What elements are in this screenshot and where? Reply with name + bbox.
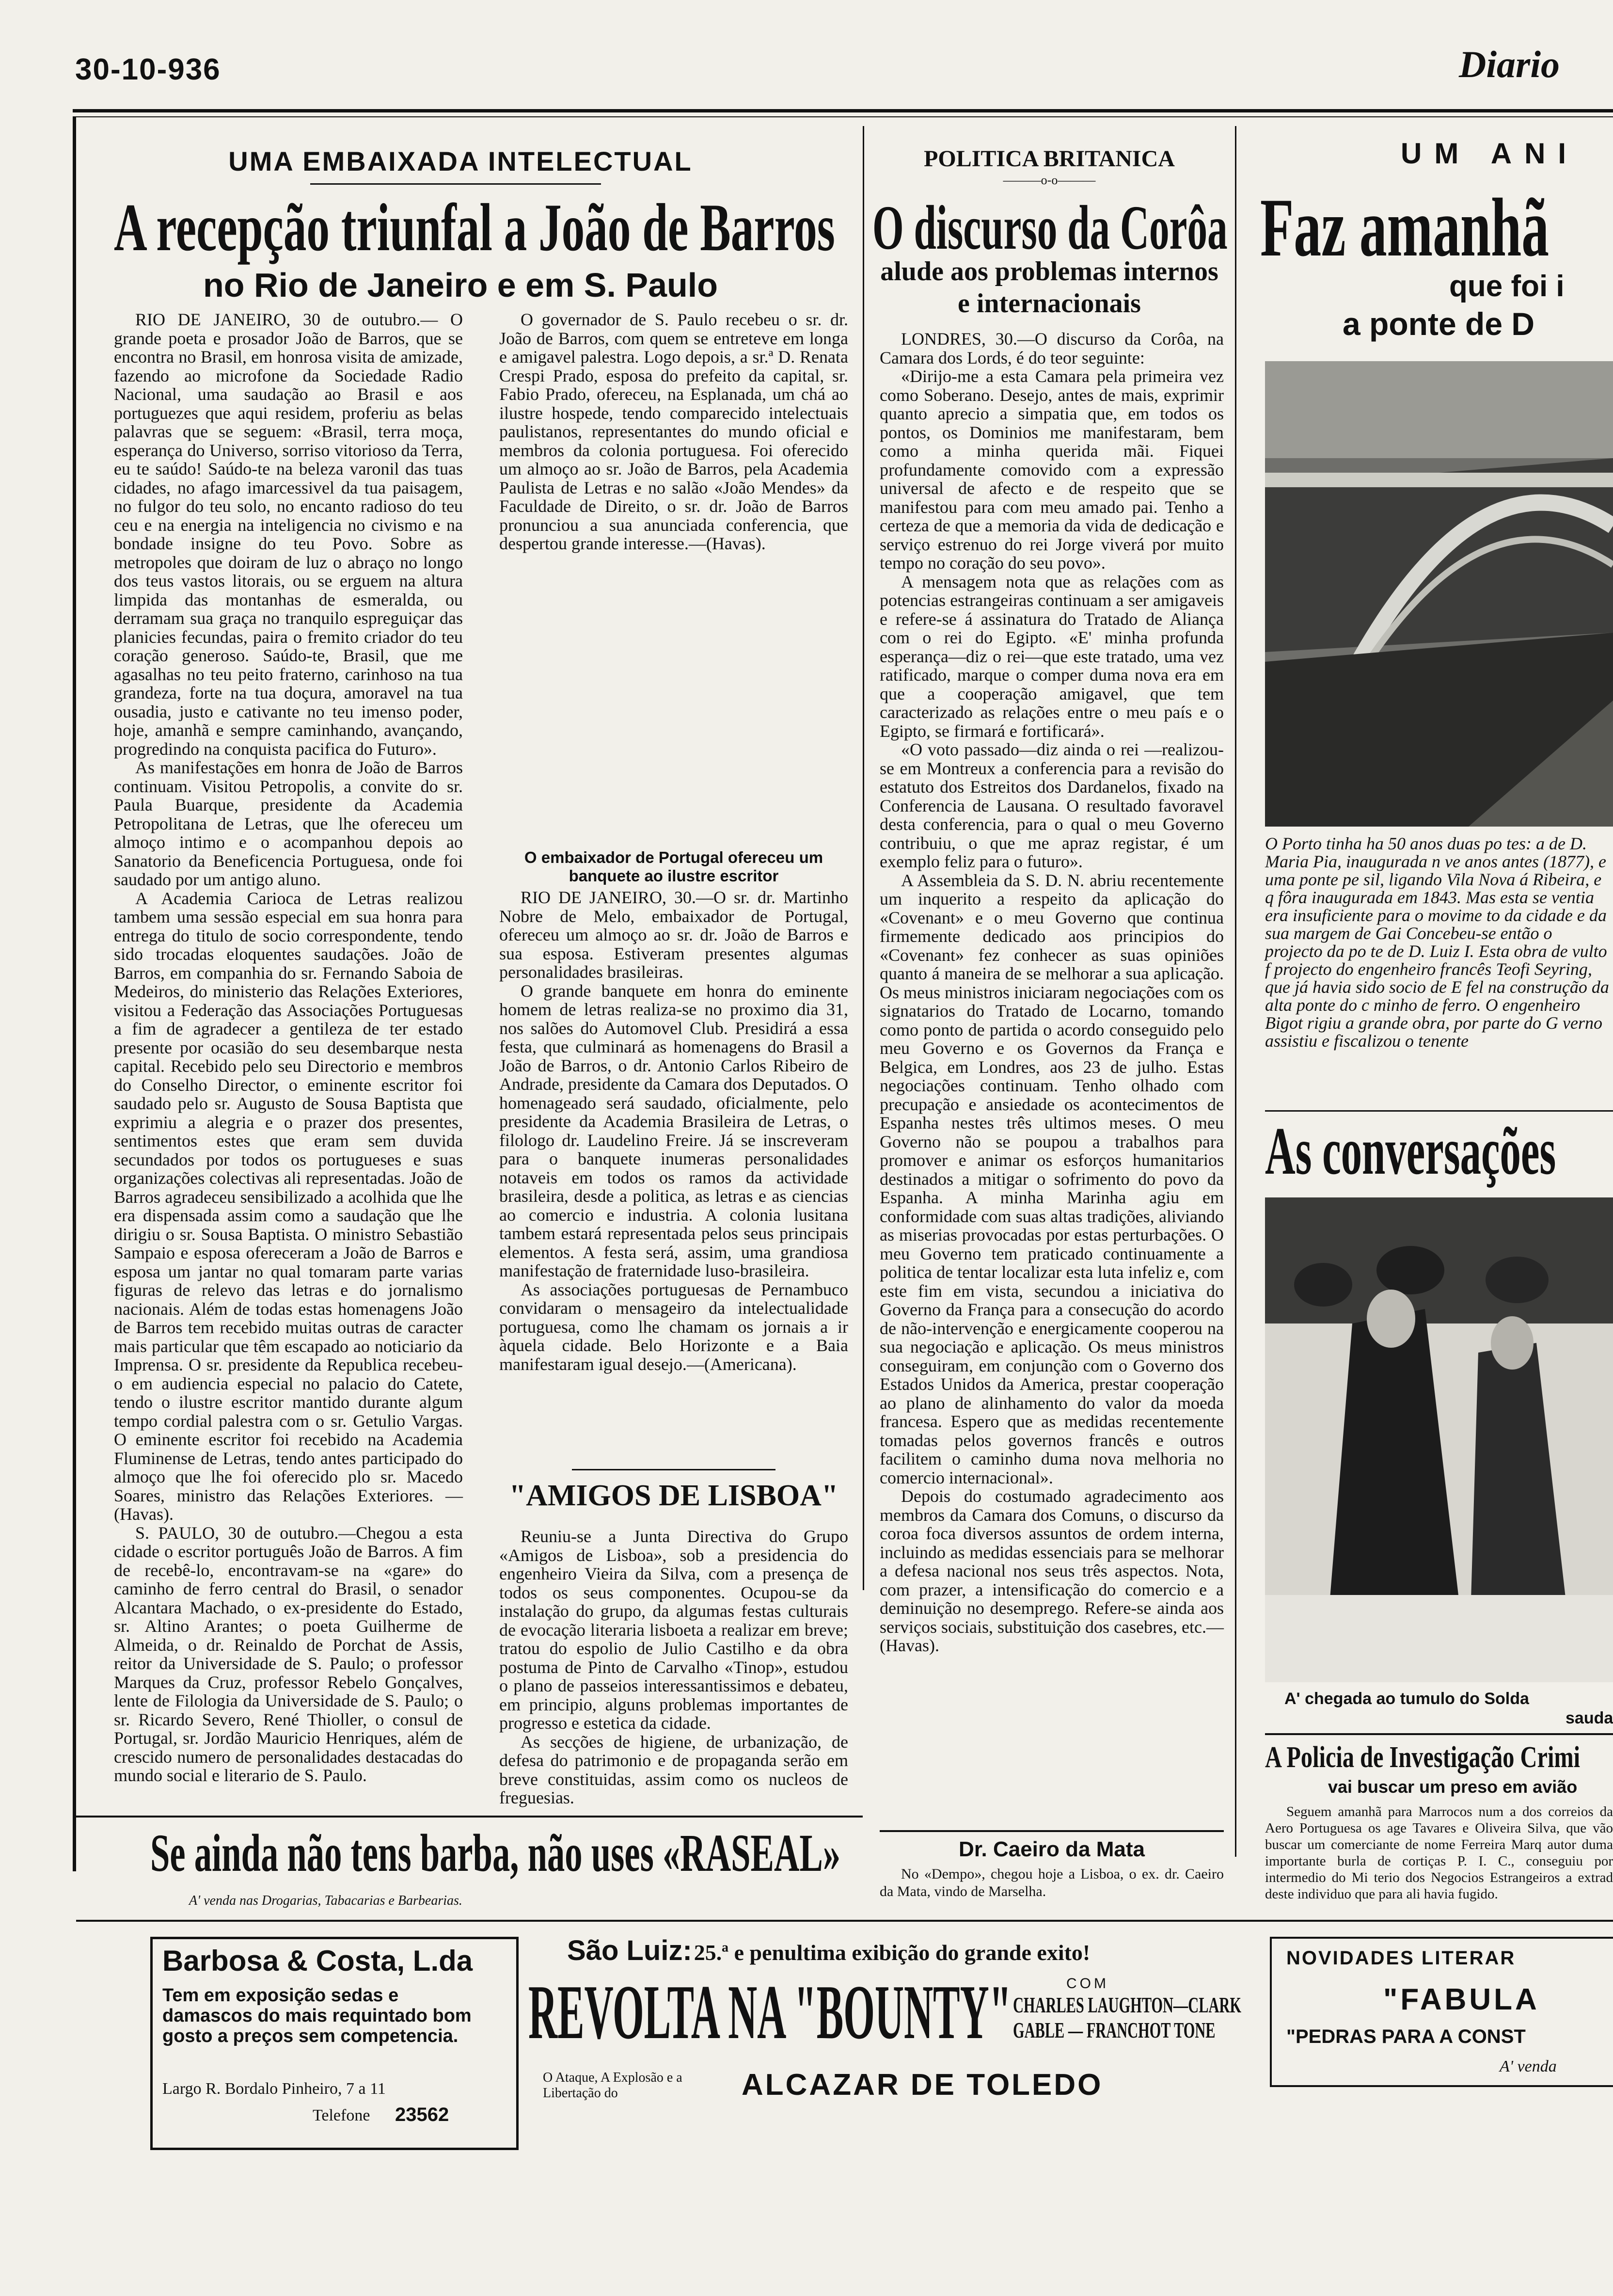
ads-top-rule — [76, 1920, 1613, 1922]
header-rule-thin — [73, 116, 1613, 117]
saoluiz-cast1: CHARLES LAUGHTON—CLARK — [1013, 1993, 1241, 2017]
policia-headline — [1265, 1740, 1613, 1774]
col2-para-d: «O voto passado—diz ainda o rei —realizou-se em Montreux a conferencia para a revisão do estatuto dos Estreitos dos Dardanelos, fixado na Conferencia de Lausana. O resultado favoravel desta conferencia, para o qual o meu Governo contribuiu, o que me apraz registar, é um exemplo feliz para o futuro». — [880, 740, 1224, 871]
headline-faz-amanha — [1260, 182, 1613, 274]
col2-para-c: A mensagem nota que as relações com as potencias estrangeiras continuam a ser amigaveis e refere-se á assinatura do Tratado de Aliança com o rei do Egipto. «E' minha profunda esperança—diz o rei—que este tratado, uma vez ratificado, marque o comper duma nova era em que a cooperação amigavel, que tem caracterizado as relações entre o meu país e o Egipto, se firmará e fortificará». — [880, 572, 1224, 741]
subhead-rio-sao-paulo: no Rio de Janeiro e em S. Paulo — [203, 266, 718, 304]
tomb-visit-photo — [1265, 1197, 1613, 1682]
headline-conversacoes-text: As conversações — [1265, 1114, 1556, 1189]
masthead: Diario — [1459, 43, 1560, 85]
barbosa-text: Tem em exposição sedas e damascos do mais requintado bom gosto a preços sem competencia. — [162, 1985, 472, 2046]
barbosa-name: Barbosa & Costa, L.da — [162, 1945, 473, 1977]
policia-body — [1265, 1803, 1613, 1902]
ad-sao-luiz — [528, 1929, 1250, 2152]
caeiro-headline: Dr. Caeiro da Mata — [959, 1837, 1145, 1861]
headline-conversacoes — [1265, 1115, 1613, 1188]
kicker-aniversario: UM ANI — [1401, 137, 1579, 170]
bridge-caption: O Porto tinha ha 50 anos duas po tes: a de D. Maria Pia, inaugurada n ve anos antes (1877), e uma ponte pe sil, ligando Vila Nova á Ribeira, e q fôra inaugurada em 1843. Mas esta se ventia era insuficiente para o movime to da cidade e da sua margem de Gai Concebeu-se então o projecto da po te de D. Luiz I. Esta obra de vulto f projecto do engenheiro francês Teofi Seyring, que já havia sido socio de E fel na construção da alta ponte do c minho de ferro. O engenheiro Bigot rigiu a grande obra, por parte do G verno assistiu e fiscalizou o tenente — [1265, 834, 1609, 1051]
policia-rule — [1265, 1733, 1613, 1735]
novidades-title: "FABULA — [1383, 1983, 1540, 2016]
saoluiz-line1-rest: 25.ª e penultima exibição do grande exito! — [694, 1940, 1091, 1965]
headline-discurso — [872, 194, 1226, 262]
tomb-caption-a: A' chegada ao tumulo do Solda — [1284, 1690, 1529, 1708]
amigos-top-rule — [572, 1469, 775, 1470]
saoluiz-com: COM — [1066, 1976, 1109, 1992]
col1-para-h: As associações portuguesas de Pernambuco convidaram o mensageiro da intelectualidade portuguesa, como lhe chamam os jornais a ir àquela cidade. Belo Horizonte e a Baia manifestaram igual desejo.—(Americana). — [499, 1279, 848, 1374]
saoluiz-line1 — [567, 1934, 1090, 1967]
saoluiz-brand: São Luiz: — [567, 1935, 692, 1966]
amigos-para-a: Reuniu-se a Junta Directiva do Grupo «Amigos de Lisboa», sob a presidencia do engenheiro Vieira da Silva, com a presença de todos os seus componentes. Ocupou-se da instalação do grupo, da algumas festas culturais de evocação literaria lisboeta a realizar em breve; tratou do espolio de Julio Castilho e da obra postuma de Pinto de Carvalho «Tinop», estudou o plano de passeios interessantissimos e debateu, em principio, alguns problemas importantes de progresso e estetica da cidade. — [499, 1527, 848, 1733]
col1-para-a: RIO DE JANEIRO, 30 de outubro.— O grande poeta e prosador João de Barros, que se encontra no Brasil, em honrosa visita de amizade, fazendo ao microfone da Sociedade Radio Nacional, uma saudação ao Brasil e aos portuguezes que aqui residem, proferiu as belas palavras que se seguem: «Brasil, terra moça, esperança do Universo, sorriso vitorioso da Terra, eu te saúdo! Saúdo-te na beleza varonil das tuas cidades, no afago imarcessivel da tua paisagem, no fulgor do teu solo, no encanto radioso do teu ceu e na energia na inteligencia no civismo e na bondade insigne do teu Povo. Sobre as metropoles que doiram de luz o abraço no longo dos teus vastos litorais, ou se erguem na altura limpida das montanhas de esmeralda, ou derramam sua graça no tranquilo espreguiçar das planicies fecundas, paira o fremito criador do teu coração generoso. Saúdo-te, Brasil, que me agasalhas no teu peito fraterno, carinhoso na tua grandeza, forte na tua doçura, amoravel na tua ousadia, justo e cativante no teu imenso poder, hoje, amanhã e sempre caminhando, avançando, progredindo na conquista pacifica do Futuro». — [114, 310, 463, 759]
col2-para-e: A Assembleia da S. D. N. abriu recentemente um inquerito a respeito da aplicação do «Covenant» e o meu Governo que continua firmemente dedicado aos principios do «Covenant» fez conhecer as suas opiniões quanto á maneira de se melhorar a sua aplicação. Os meus ministros iniciaram negociações com os signatarios do Tratado de Locarno, tomando como ponto de partida o acordo conseguido pelo meu Governo e os Governos da França e Belgica, em Londres, aos 23 de julho. Estas negociações continuam. Tenho olhado com precupação e ansiedade os acontecimentos de Espanha nestes três ultimos meses. O meu Governo não se poupou a trabalhos para promover e animar os esforços humanitarios destinados a mitigar o sofrimento do povo da Espanha. A minha Marinha agiu em conformidade com suas altas tradições, aliviando as miserias provocadas por estas perturbações. O meu Governo tem praticado continuamente a politica de tentar localizar esta luta infeliz e, com este fim em vista, secundou a iniciativa do Governo da França para a consecução do acordo de não-intervenção e energicamente cooperou na sua negociação e aplicação. Os meus ministros conseguiram, em conjunção com o Governo dos Estados Unidos da America, prestar cooperação ao plano de alinhamento do valor da moeda francesa. Espero que as medidas recentemente tomadas pelos governos francês e outros facilitem o caminho duma nova melhoria no comercio internacional». — [880, 870, 1224, 1487]
bridge-illustration — [1265, 361, 1613, 827]
col1-para-b: As manifestações em honra de João de Barros continuam. Visitou Petropolis, a convite do sr. Paula Buarque, presidente da Academia Petropolitana de Letras, que lhe ofereceu um almoço intimo e o acompanhou depois ao Sanatorio da Beneficencia Portuguesa, onde foi saudado por um antigo aluno. — [114, 758, 463, 889]
header-rule — [73, 109, 1613, 112]
tomb-visit-illustration — [1265, 1197, 1613, 1682]
col2-para-f: Depois do costumado agradecimento aos membros da Camara dos Comuns, o discurso da coroa foca diversos assuntos de ordem interna, incluindo as medidas essenciais para se melhorar a defesa nacional nos seus três aspectos. Nota, com prazer, a intensificação do comercio e a deminuição no desemprego. Refere-se ainda aos serviços sociais, substituição dos casebres, etc.—(Havas). — [880, 1486, 1224, 1655]
subhead-embaixador: O embaixador de Portugal ofereceu um banquete ao ilustre escritor — [524, 848, 823, 885]
saoluiz-cast2: GABLE — FRANCHOT TONE — [1013, 2018, 1216, 2042]
barbosa-phone-label: Telefone — [313, 2106, 370, 2124]
kicker-ornament: ———o-o——— — [1003, 173, 1096, 187]
amigos-body — [499, 1527, 848, 1808]
policia-headline-text: A Policia de Investigação Crimi — [1265, 1741, 1581, 1774]
col2-para-a: LONDRES, 30.—O discurso da Corôa, na Camara dos Lords, é do teor seguinte: — [880, 329, 1224, 367]
raseal-ad-text: Se ainda não tens barba, não uses «RASEAL» — [150, 1823, 841, 1882]
col1-left-body — [114, 310, 463, 1803]
saoluiz-title: REVOLTA NA "BOUNTY" — [528, 1969, 1012, 2055]
saoluiz-small: O Ataque, A Explosão e a Libertação do — [543, 2070, 682, 2101]
issue-date: 30-10-936 — [75, 53, 221, 86]
saoluiz-title-box — [528, 1971, 1013, 2053]
col1-para-d: S. PAULO, 30 de outubro.—Chegou a esta cidade o escritor português João de Barros. A fim de recebê-lo, encontravam-se na «gare» do caminho de ferro central do Brasil, o senador Alcantara Machado, o ex-presidente do Estado, sr. Altino Arantes; o poeta Guilherme de Almeida, o dr. Reinaldo de Porchat de Assis, reitor da Universidade de S. Paulo; o professor Marques da Cruz, professor Rebelo Gonçalves, lente de Filologia da Universidade de S. Paulo; o sr. Ricardo Severo, René Thioller, o consul de Portugal, sr. Jordão Mauricio Henriques, além de crescido numero de personalidades destacadas do mundo social e literario de S. Paulo. — [114, 1523, 463, 1785]
headline-joao-de-barros — [114, 191, 855, 264]
saoluiz-cast-box — [1013, 1993, 1250, 2046]
raseal-ad — [150, 1824, 863, 1887]
col2-para-b: «Dirijo-me a esta Camara pela primeira vez como Soberano. Desejo, antes de mais, exprimir quanto aprecio a simpatia que, em todos os pontos, os Dominios me manifestaram, bem como a minha querida mãi. Fiquei profundamente comovido com a expressão universal de afecto e de respeito que se manifestou para com meu amado pai. Tenho a certeza de que a memoria da vida de dedicação e serviço estrenuo do rei Jorge viverá por muito tempo no coração do seu povo». — [880, 367, 1224, 573]
conversacoes-rule — [1265, 1110, 1613, 1112]
amigos-para-b: As secções de higiene, de urbanização, de defesa do patrimonio e de propaganda serão em breve constituidas, assim como os nucleos de freguesias. — [499, 1732, 848, 1807]
bridge-photo — [1265, 361, 1613, 827]
col1-para-c: A Academia Carioca de Letras realizou tambem uma sessão especial em sua honra para entrega do titulo de socio correspondente, tendo sido trocadas eloquentes saudações. João de Barros, em companhia do sr. Fernando Saboia de Medeiros, do ministerio das Relações Exteriores, visitou a Federação das Associações Portuguesas a fim de agradecer a gentileza de ter estado presente por ocasião do seu desembarque nesta capital. Recebido pelo seu Directorio e membros do Conselho Director, o eminente escritor foi saudado pelo sr. Augusto de Sousa Baptista que exprimiu a alegria e o prazer dos presentes, sentimentos estes que eram sem duvida secundados por todos os portugueses e suas organizações colectivas ali representadas. João de Barros agradeceu sensibilizado a acolhida que lhe era dispensada assim como a saudação que lhe dirigiu o sr. Sousa Baptista. O ministro Sebastião Sampaio e esposa ofereceram a João de Barros e esposa um jantar no qual tomaram parte varias figuras de relevo das letras e do jornalismo nacionais. Além de todas estas homenagens João de Barros tem recebido muitas outras de caracter mais particular que têm escapado ao noticiario da Imprensa. O sr. presidente da Republica recebeu-o em audiencia especial no palacio do Catete, tendo o ilustre escritor mantido durante algum tempo cordial palestra com o sr. Getulio Vargas. O eminente escritor foi recebido na Academia Fluminense de Letras, tendo antes participado do almoço que lhe foi oferecido plo sr. Macedo Soares, ministro das Relações Exteriores. — (Havas). — [114, 888, 463, 1524]
saoluiz-title2: ALCAZAR DE TOLEDO — [742, 2068, 1103, 2102]
kicker-underline — [310, 183, 601, 185]
col1-right-body-2 — [499, 888, 848, 1470]
policia-subhead: vai buscar um preso em avião — [1328, 1777, 1578, 1797]
headline-discurso-text: O discurso da Corôa — [872, 193, 1228, 263]
caeiro-rule — [880, 1830, 1224, 1832]
barbosa-address: Largo R. Bordalo Pinheiro, 7 a 11 — [162, 2080, 386, 2098]
ad-novidades — [1270, 1937, 1613, 2087]
col-divider-2 — [1235, 126, 1236, 1857]
novidades-head: NOVIDADES LITERAR — [1286, 1947, 1516, 1969]
novidades-small: A' venda — [1500, 2057, 1557, 2075]
raseal-small: A' venda nas Drogarias, Tabacarias e Barbearias. — [189, 1893, 462, 1908]
kicker-embaixada: UMA EMBAIXADA INTELECTUAL — [228, 146, 693, 176]
raseal-top-rule — [76, 1816, 863, 1818]
policia-para: Seguem amanhã para Marrocos num a dos correios da Aero Portuguesa os age Tavares e Oliveira Silva, que vão buscar um comerciante de nome Ferreira Marq autor duma importante burla de cortiças P. I. C., conseguiu por intermedio do Mi terio dos Negocios Estrangeiros a extrad deste individuo que para ali havia fugido. — [1265, 1804, 1613, 1902]
caeiro-body — [880, 1866, 1224, 1909]
barbosa-phone: 23562 — [395, 2104, 449, 2125]
subhead-que-foi: que foi i — [1449, 270, 1565, 303]
subhead-discurso: alude aos problemas internos e internacionais — [880, 256, 1218, 319]
col1-para-e: O governador de S. Paulo recebeu o sr. dr. João de Barros, com quem se entreteve em longa e amigavel palestra. Logo depois, a sr.ª D. Renata Crespi Prado, esposa do prefeito da capital, sr. Fabio Prado, ofereceu, na Esplanada, um chá ao ilustre hospede, tendo comparecido intelectuais paulistanos, representantes do mundo oficial e membros da colonia portuguesa. Foi oferecido um almoço ao sr. João de Barros, pela Academia Paulista de Letras e no salão «João Mendes» da Faculdade de Direito, o sr. dr. João de Barros pronunciou a sua anunciada conferencia, que despertou grande interesse.—(Havas). — [499, 310, 848, 553]
col1-para-f: RIO DE JANEIRO, 30.—O sr. dr. Martinho Nobre de Melo, embaixador de Portugal, ofereceu um almoço ao sr. dr. João de Barros e sua esposa. Estiveram presentes algumas personalidades brasileiras. — [499, 888, 848, 982]
col2-body — [880, 330, 1224, 1765]
col-divider-1 — [863, 126, 864, 1590]
caeiro-para: No «Dempo», chegou hoje a Lisboa, o ex. dr. Caeiro da Mata, vindo de Marselha. — [880, 1866, 1224, 1899]
novidades-sub: "PEDRAS PARA A CONST — [1286, 2026, 1526, 2047]
subhead-ponte: a ponte de D — [1343, 306, 1535, 342]
headline-text: A recepção triunfal a João de Barros — [114, 190, 835, 265]
amigos-headline: "AMIGOS DE LISBOA" — [509, 1479, 838, 1512]
tomb-caption-b: sauda — [1566, 1709, 1613, 1727]
ad-barbosa-costa — [150, 1937, 519, 2150]
kicker-politica: POLITICA BRITANICA — [924, 146, 1175, 172]
headline-faz-amanha-text: Faz amanhã — [1260, 182, 1549, 274]
left-border-rule — [73, 116, 76, 1871]
col1-para-g: O grande banquete em honra do eminente homem de letras realiza-se no proximo dia 31, nos salões do Automovel Club. Presidirá a essa festa, que culminará as homenagens do Brasil a João de Barros, o dr. Antonio Carlos Ribeiro de Andrade, presidente da Camara dos Deputados. O homenageado será saudado, oficialmente, pelo presidente da Academia Brasileira de Letras, o filologo dr. Laudelino Freire. Já se inscreveram para o banquete inumeras personalidades notaveis em todos os ramos da actividade brasileira, desde a politica, as letras e as ciencias ao comercio e industria. A colonia lusitana tambem estará representada pelos seus principais elementos. A festa será, assim, uma grandiosa manifestação de fraternidade luso-brasileira. — [499, 981, 848, 1280]
